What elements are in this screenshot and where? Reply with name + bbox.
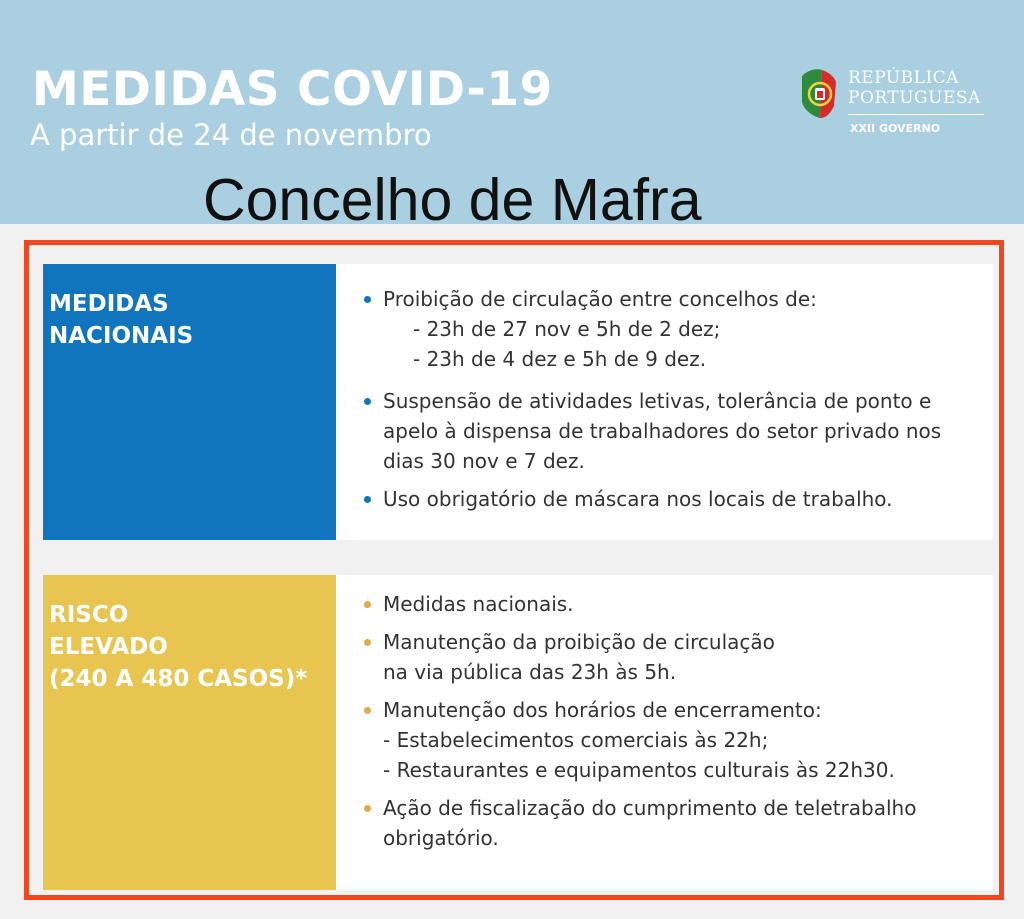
- logo-text-republica: REPÚBLICA: [848, 68, 959, 88]
- highlight-frame: [24, 240, 1004, 900]
- bullet-icon: [364, 805, 371, 812]
- item-text: Manutenção dos horários de encerramento:: [383, 698, 822, 722]
- item-text: Suspensão de atividades letivas, tolerância de ponto e apelo à dispensa de trabalhadores do setor privado nos dias 30 nov e 7 dez.: [383, 389, 942, 473]
- list-item: [361, 793, 981, 853]
- item-text: Uso obrigatório de máscara nos locais de trabalho.: [383, 487, 893, 511]
- national-label-box: [43, 264, 336, 540]
- item-subtext: - 23h de 27 nov e 5h de 2 dez;: [413, 317, 721, 341]
- list-item: [361, 484, 981, 514]
- list-item: [361, 284, 981, 374]
- bullet-icon: [364, 601, 371, 608]
- page-subtitle: A partir de 24 de novembro: [30, 118, 432, 152]
- bullet-icon: [364, 496, 371, 503]
- item-text: Medidas nacionais.: [383, 592, 574, 616]
- item-text: Proibição de circulação entre concelhos de:: [383, 287, 817, 311]
- bullet-icon: [364, 398, 371, 405]
- risk-label: RISCO ELEVADO (240 A 480 CASOS)*: [49, 602, 308, 692]
- risk-label-box: [43, 575, 336, 890]
- item-subtext: - Estabelecimentos comerciais às 22h;: [383, 728, 769, 752]
- risk-measures-list: [361, 589, 981, 861]
- coat-of-arms-icon: [798, 66, 838, 122]
- page-title: MEDIDAS COVID-19: [32, 62, 553, 117]
- list-item: [361, 695, 981, 785]
- logo-text-portuguesa: PORTUGUESA: [848, 88, 981, 108]
- municipality-title: Concelho de Mafra: [203, 167, 702, 233]
- bullet-icon: [364, 296, 371, 303]
- header-banner: [0, 0, 1024, 233]
- high-risk-block: [43, 575, 993, 890]
- item-subtext: - Restaurantes e equipamentos culturais às 22h30.: [383, 758, 895, 782]
- national-measures-block: [43, 264, 993, 540]
- national-measures-list: [361, 284, 981, 522]
- list-item: [361, 386, 981, 476]
- list-item: [361, 589, 981, 619]
- list-item: [361, 627, 981, 687]
- national-label: MEDIDAS NACIONAIS: [49, 291, 194, 349]
- logo-divider: [848, 114, 984, 115]
- item-subtext: - 23h de 4 dez e 5h de 9 dez.: [413, 347, 707, 371]
- item-subtext: na via pública das 23h às 5h.: [383, 660, 677, 684]
- item-text: Manutenção da proibição de circulação: [383, 630, 775, 654]
- logo-text-governo: XXII GOVERNO: [850, 122, 941, 135]
- item-text: Ação de fiscalização do cumprimento de teletrabalho obrigatório.: [383, 796, 917, 850]
- bullet-icon: [364, 639, 371, 646]
- bullet-icon: [364, 707, 371, 714]
